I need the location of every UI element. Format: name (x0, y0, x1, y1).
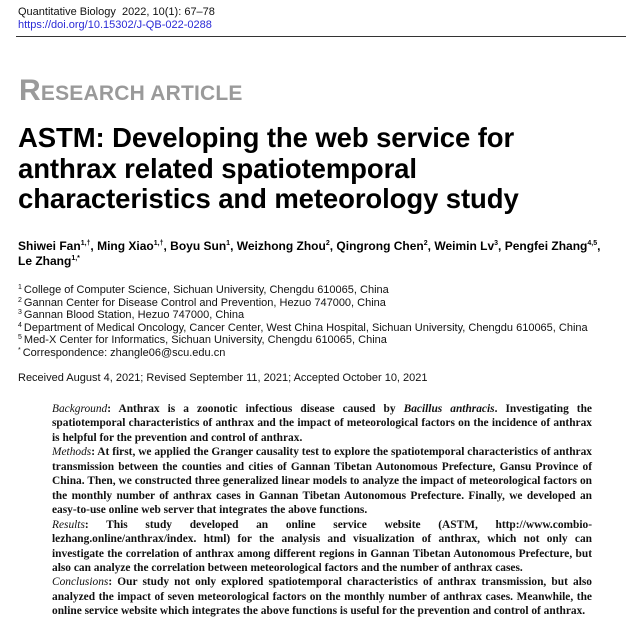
author-name: Shiwei Fan (18, 239, 81, 253)
abstract-methods (52, 445, 592, 517)
abstract-results (52, 518, 592, 576)
author-affiliation-mark: 4,5 (587, 240, 598, 247)
section-text: : This study developed an online service website (ASTM, http://www.combio-lezhang.online/anthrax/index. html) for the analysis and visualization of anthrax, which not only can investigate the correlation of anthrax among different regions in Gannan Tibetan Autonomous Prefecture, but also can analyze the correlation between meteorological factors and the number of anthrax cases. (52, 518, 592, 574)
article-type-label (19, 76, 243, 111)
article-type-rest: ESEARCH ARTICLE (40, 82, 243, 105)
affiliation-mark: 5 (18, 334, 22, 342)
author-name: Qingrong Chen (336, 239, 424, 253)
author-name: Boyu Sun (170, 239, 227, 253)
author-list (18, 239, 618, 268)
section-label: Methods (52, 446, 92, 459)
affiliation-mark: 3 (18, 309, 22, 317)
journal-citation: Quantitative Biology 2022, 10(1): 67–78 (18, 6, 215, 18)
species-name: Bacillus anthracis (403, 403, 495, 415)
section-text: : At first, we applied the Granger causality test to explore the spatiotemporal characteristics of anthrax transmission between the counties and cities of Gannan Tibetan Autonomous Prefecture, Gansu Province of China. Then, we constructed three generalized linear models to analyze the impact of meteorological factors on the monthly number of anthrax cases in Gannan Tibetan Autonomous Prefecture. Finally, we developed an easy-to-use online web server that integrates the above functions. (52, 446, 592, 517)
section-label: Results (52, 518, 85, 531)
section-text: : Anthrax is a zoonotic infectious disease caused by (107, 403, 404, 415)
doi-link[interactable]: https://doi.org/10.15302/J-QB-022-0288 (18, 19, 212, 31)
author-affiliation-mark: 1,* (71, 254, 80, 262)
abstract-background (52, 402, 592, 445)
header-divider (16, 36, 626, 37)
author-name: Ming Xiao (97, 239, 154, 253)
affiliation-mark: 2 (18, 296, 22, 304)
publication-dates: Received August 4, 2021; Revised September 11, 2021; Accepted October 10, 2021 (18, 372, 428, 384)
author: Qingrong Chen$^2$, (336, 239, 435, 253)
author: Ming Xiao$^{1,\dagger}$, (97, 239, 171, 253)
title-line: ASTM: Developing the web service for (18, 122, 515, 153)
abstract-conclusions (52, 575, 592, 618)
affiliation (18, 284, 588, 297)
author: Boyu Sun$^1$, (170, 239, 237, 253)
section-text: : Our study not only explored spatiotemporal characteristics of anthrax transmission, but also analyzed the impact of seven meteorological factors on the monthly number of anthrax cases. Meanwhile, the online service website which integrates the above functions is useful for the prevention and control of anthrax. (52, 576, 592, 618)
author-affiliation-mark: 2 (325, 240, 330, 247)
affiliation (18, 309, 588, 322)
affiliation-list (18, 284, 588, 360)
section-label: Conclusions (52, 576, 109, 589)
author: Shiwei Fan$^{1,\dagger}$, (18, 239, 98, 253)
affiliation (18, 334, 588, 347)
author-name: Weimin Lv (434, 239, 495, 253)
author-affiliation-mark: 1 (226, 240, 231, 247)
author-name: Pengfei Zhang (504, 239, 588, 253)
affiliation-text: Department of Medical Oncology, Cancer Center, West China Hospital, Sichuan University, Chengdu 610065, China (23, 321, 588, 334)
section-text: . Investigating the spatiotemporal characteristics of anthrax and the impact of meteorological factors on the incidence of anthrax is helpful for the prevention and control of anthrax. (52, 403, 592, 444)
affiliation-mark: * (18, 346, 21, 354)
affiliation-text: Gannan Blood Station, Hezuo 747000, China (23, 309, 245, 322)
affiliation (18, 322, 588, 335)
article-type-initial: R (19, 74, 41, 107)
author: Weimin Lv$^3$, (434, 239, 505, 253)
title-line: characteristics and meteorology study (18, 183, 519, 214)
author-affiliation-mark: 1,† (153, 240, 164, 247)
author (18, 254, 80, 268)
abstract (52, 402, 592, 619)
affiliation-text: Gannan Center for Disease Control and Prevention, Hezuo 747000, China (23, 296, 386, 309)
correspondence-text: Correspondence: zhangle06@scu.edu.cn (22, 346, 226, 359)
title-line: anthrax related spatiotemporal (18, 152, 417, 184)
affiliation-text: College of Computer Science, Sichuan University, Chengdu 610065, China (23, 284, 389, 296)
author-affiliation-mark: 2 (423, 240, 428, 247)
correspondence (18, 347, 588, 360)
article-title (18, 123, 628, 215)
affiliation-mark: 1 (18, 284, 22, 291)
author: Pengfei Zhang$^{4,5}$, (504, 239, 601, 253)
author-affiliation-mark: 3 (494, 240, 499, 247)
section-label: Background (52, 403, 108, 415)
affiliation-mark: 4 (18, 321, 22, 329)
author-name: Weizhong Zhou (236, 239, 326, 253)
author: Weizhong Zhou$^2$, (236, 239, 337, 253)
affiliation (18, 297, 588, 310)
author-affiliation-mark: 1,† (80, 240, 91, 247)
affiliation-text: Med-X Center for Informatics, Sichuan University, Chengdu 610065, China (23, 334, 387, 347)
author-name: Le Zhang (18, 253, 72, 268)
